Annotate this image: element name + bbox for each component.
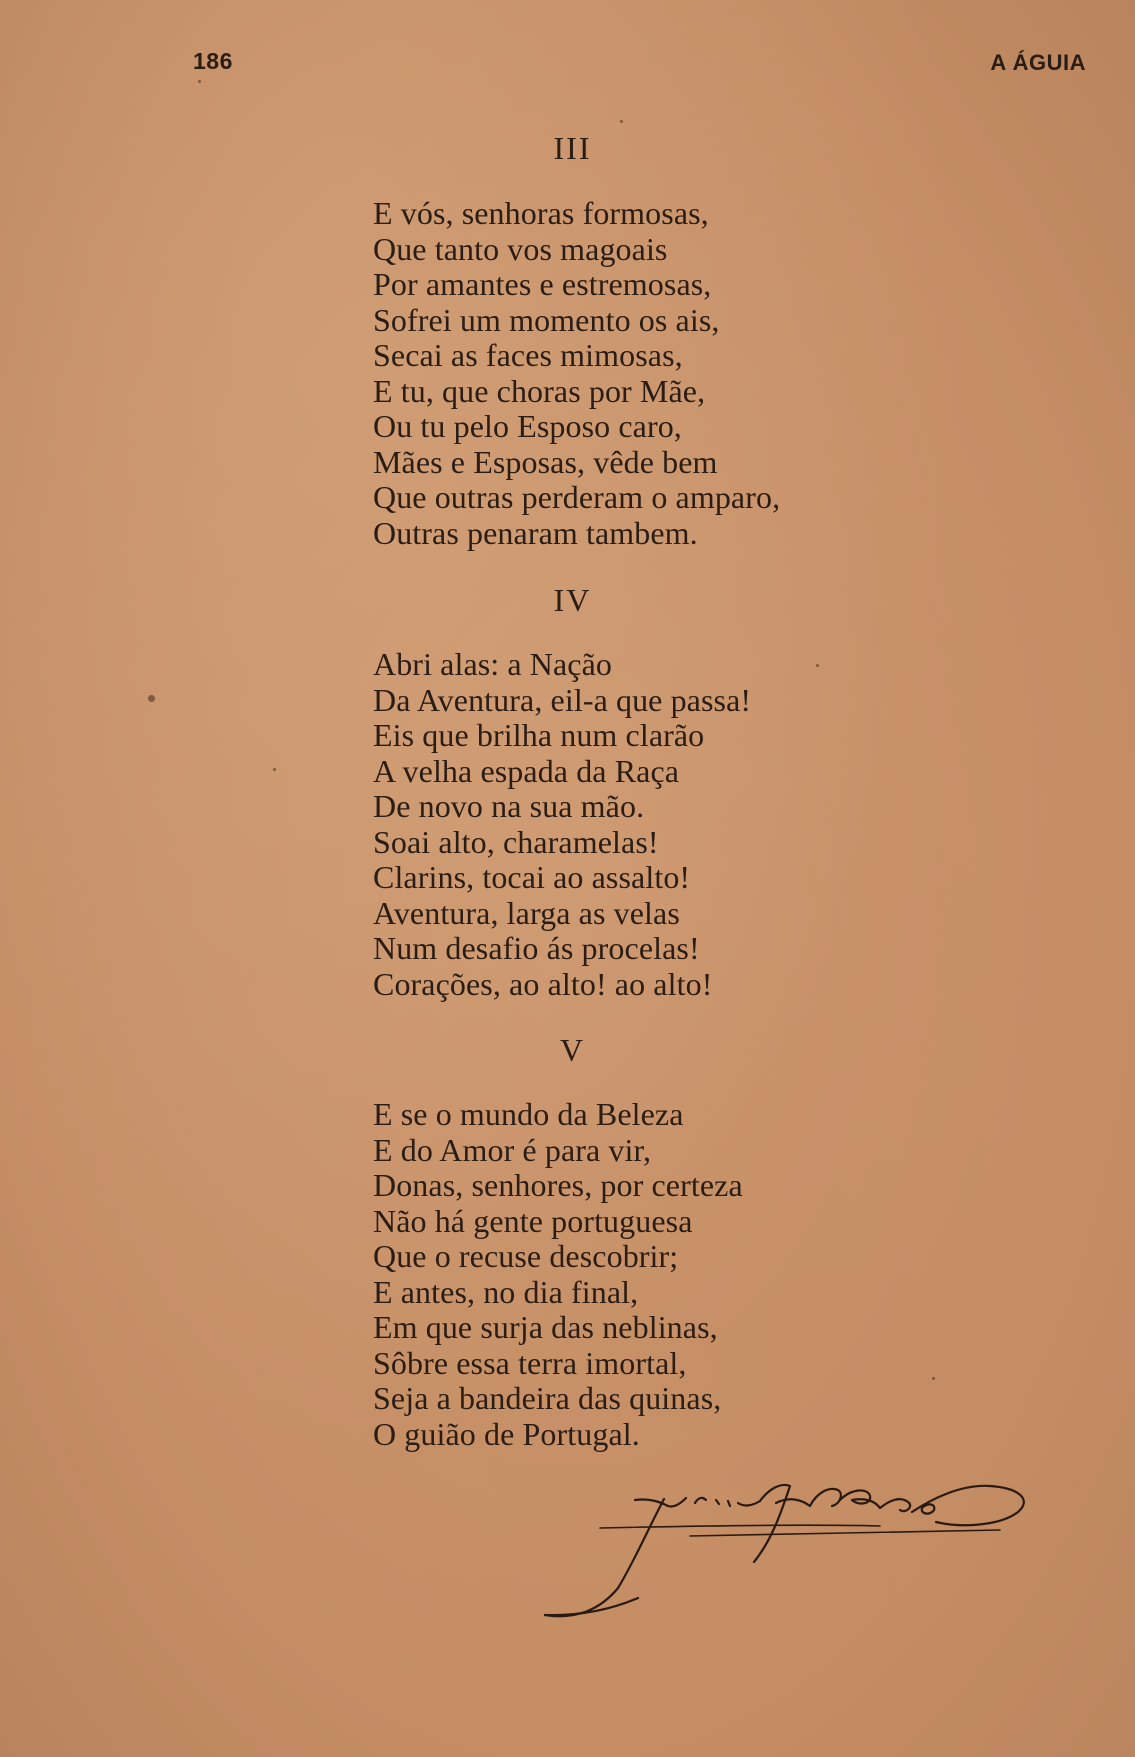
verse-line: E do Amor é para vir, [373, 1131, 652, 1168]
paper-speck [198, 80, 201, 83]
verse-line: Num desafio ás procelas! [373, 930, 700, 966]
paper-speck [148, 695, 155, 702]
verse-line: Outras penaram tambem. [373, 514, 698, 551]
running-title: A ÁGUIA [990, 50, 1086, 75]
paper-speck [620, 120, 623, 123]
verse-line: Que outras perderam o amparo, [373, 479, 781, 515]
stanza-iv [0, 582, 1135, 618]
verse-line: Por amantes e estremosas, [373, 266, 712, 302]
verse-line: E tu, que choras por Mãe, [373, 372, 706, 409]
stanza-v-verse [373, 1097, 743, 1452]
paper-speck [816, 664, 819, 667]
stanza-heading: III [553, 130, 592, 166]
verse-line: Em que surja das neblinas, [373, 1309, 718, 1345]
verse-line: E antes, no dia final, [373, 1273, 639, 1310]
verse-line: O guião de Portugal. [373, 1415, 640, 1452]
page-header [0, 48, 1135, 88]
verse-line: Não há gente portuguesa [373, 1202, 693, 1239]
verse-line: E se o mundo da Beleza [373, 1096, 684, 1132]
verse-line: Abri alas: a Nação [373, 646, 613, 682]
verse-line: Que tanto vos magoais [373, 230, 668, 267]
verse-line: Soai alto, charamelas! [373, 823, 659, 860]
verse-line: Ou tu pelo Esposo caro, [373, 408, 682, 444]
verse-line: Secai as faces mimosas, [373, 337, 683, 373]
page-number: 186 [193, 48, 233, 74]
verse-line: A velha espada da Raça [373, 752, 680, 789]
verse-line: Da Aventura, eil-a que passa! [373, 681, 752, 718]
stanza-v [0, 1032, 1135, 1068]
paper-speck [273, 768, 276, 771]
verse-line: Sofrei um momento os ais, [373, 301, 720, 338]
verse-line: Donas, senhores, por certeza [373, 1167, 743, 1203]
handwritten-signature [540, 1470, 1080, 1650]
verse-line: Que o recuse descobrir; [373, 1238, 679, 1274]
verse-line: Sôbre essa terra imortal, [373, 1344, 687, 1381]
verse-line: Corações, ao alto! ao alto! [373, 965, 713, 1002]
verse-line: De novo na sua mão. [373, 788, 645, 824]
verse-line: Clarins, tocai ao assalto! [373, 859, 691, 895]
verse-line: E vós, senhoras formosas, [373, 195, 709, 231]
stanza-heading: V [559, 1032, 586, 1068]
stanza-iii-verse [373, 196, 780, 551]
verse-line: Aventura, larga as velas [373, 894, 680, 931]
stanza-iv-verse [373, 647, 751, 1002]
verse-line: Eis que brilha num clarão [373, 717, 705, 753]
verse-line: Seja a bandeira das quinas, [373, 1380, 722, 1416]
stanza-heading: IV [553, 582, 592, 618]
stanza-iii [0, 130, 1135, 166]
verse-line: Mães e Esposas, vêde bem [373, 443, 718, 480]
paper-speck [932, 1377, 935, 1380]
